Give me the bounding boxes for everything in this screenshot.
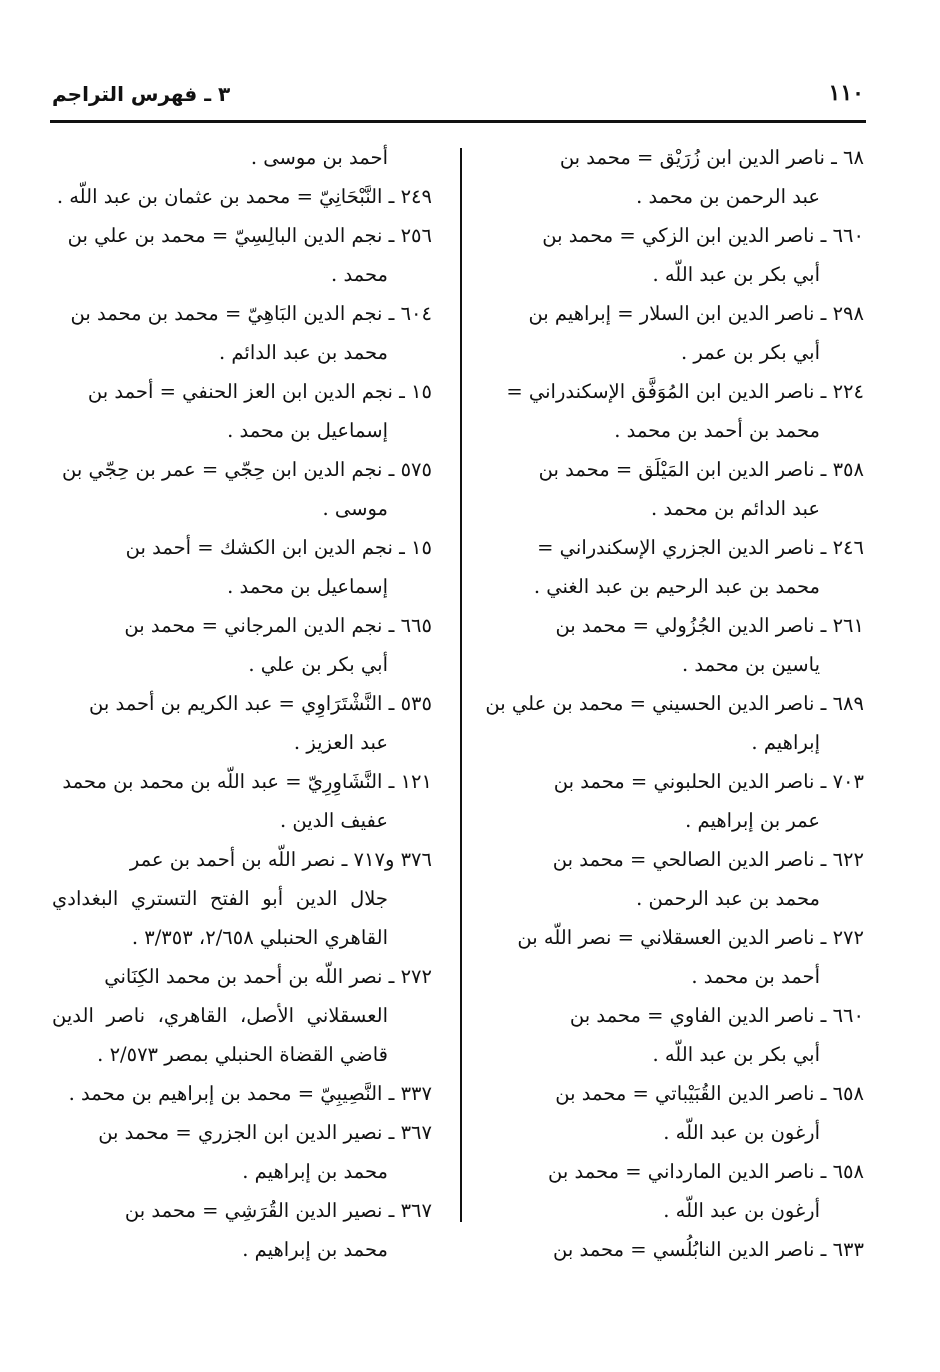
entry-heading: ٣٦٧ ـ نصير الدين القُرَشِي = محمد بن — [124, 1199, 432, 1222]
index-entry — [484, 996, 864, 1074]
entry-continuation: ياسين بن محمد . — [681, 653, 820, 676]
entry-continuation: جلال الدين أبو الفتح التستري البغدادي القاهري الحنبلي ٢/٦٥٨، ٣/٣٥٣ . — [52, 887, 388, 949]
entry-continuation: إبراهيم . — [751, 731, 820, 754]
entry-continuation: محمد بن عبد الدائم . — [219, 341, 388, 364]
entry-continuation: عمر بن إبراهيم . — [685, 809, 820, 832]
entry-continuation: أبي بكر بن عبد اللّه . — [652, 263, 820, 286]
entry-continuation: أبي بكر بن عبد اللّه . — [652, 1043, 820, 1066]
index-entry — [484, 762, 864, 840]
entry-continuation: أحمد بن محمد . — [691, 965, 820, 988]
entry-heading: ٢٥٦ ـ نجم الدين البالِسِيّ = محمد بن علي بن — [67, 224, 432, 247]
entry-heading: ٣٦٧ ـ نصير الدين ابن الجزري = محمد بن — [98, 1121, 432, 1144]
entry-heading: ٢٤٦ ـ ناصر الدين الجزري الإسكندراني = — [537, 536, 864, 559]
entry-continuation: أرغون بن عبد اللّه . — [663, 1121, 820, 1144]
entry-continuation: أحمد بن موسى . — [250, 146, 388, 169]
right-column — [484, 138, 864, 1269]
index-entry — [52, 840, 432, 957]
entry-continuation: عفيف الدين . — [279, 809, 388, 832]
index-entry — [52, 372, 432, 450]
index-entry — [52, 957, 432, 1074]
entry-heading: ٥٧٥ ـ نجم الدين ابن حِجّي = عمر بن حِجّي بن — [61, 458, 432, 481]
index-entry — [52, 762, 432, 840]
entry-heading: ٧٠٣ ـ ناصر الدين الحلبوني = محمد بن — [553, 770, 864, 793]
index-entry — [484, 216, 864, 294]
entry-heading: ٢٦١ ـ ناصر الدين الجُزُولي = محمد بن — [555, 614, 864, 637]
entry-heading: ٦٦٥ ـ نجم الدين المرجاني = محمد بن — [124, 614, 432, 637]
index-entry — [484, 1230, 864, 1269]
entry-continuation: عبد العزيز . — [293, 731, 388, 754]
entry-continuation: إسماعيل بن محمد . — [227, 575, 388, 598]
entry-heading: ٦٦٠ ـ ناصر الدين الفاوي = محمد بن — [569, 1004, 864, 1027]
entry-continuation: إسماعيل بن محمد . — [227, 419, 388, 442]
page-header — [52, 80, 864, 114]
index-entry — [484, 294, 864, 372]
index-entry — [52, 177, 432, 216]
index-entry — [52, 528, 432, 606]
entry-continuation: محمد بن إبراهيم . — [242, 1160, 388, 1183]
left-column — [52, 138, 432, 1269]
entry-heading: ٦٨ ـ ناصر الدين ابن زُرَيْق = محمد بن — [559, 146, 864, 169]
entry-continuation: محمد بن عبد الرحيم بن عبد الغني . — [533, 575, 820, 598]
index-entry — [484, 450, 864, 528]
entry-heading: ٥٣٥ ـ النَّشْتَرَاوِي = عبد الكريم بن أحمد بن — [88, 692, 432, 715]
column-divider — [460, 148, 462, 1222]
entry-continuation: محمد بن إبراهيم . — [242, 1238, 388, 1261]
entry-heading: ٦٠٤ ـ نجم الدين البَاهِيّ = محمد بن محمد بن — [70, 302, 432, 325]
entry-continuation: موسى . — [322, 497, 388, 520]
entry-continuation: أبي بكر بن عمر . — [681, 341, 820, 364]
index-entry — [484, 840, 864, 918]
entry-heading: ٢٤٩ ـ النَّبْحَانِيّ = محمد بن عثمان بن عبد اللّه . — [56, 185, 432, 208]
index-entry — [52, 1074, 432, 1113]
entry-heading: ١٢١ ـ النَّشَاوِرِيّ = عبد اللّه بن محمد بن محمد — [62, 770, 432, 793]
entry-heading: ٦٦٠ ـ ناصر الدين ابن الزكي = محمد بن — [542, 224, 864, 247]
entry-continuation: عبد الرحمن بن محمد . — [636, 185, 820, 208]
index-entry — [52, 138, 432, 177]
index-entry — [484, 918, 864, 996]
entry-continuation: محمد بن عبد الرحمن . — [636, 887, 820, 910]
index-entry — [484, 1152, 864, 1230]
entry-heading: ٣٥٨ ـ ناصر الدين ابن المَيْلَق = محمد بن — [538, 458, 864, 481]
entry-continuation: محمد . — [331, 263, 388, 286]
entry-heading: ٦٣٣ ـ ناصر الدين النابُلُسي = محمد بن — [553, 1238, 864, 1261]
entry-heading: ٦٥٨ ـ ناصر الدين القُبَيْباتي = محمد بن — [555, 1082, 864, 1105]
header-rule — [50, 120, 866, 123]
index-entry — [52, 684, 432, 762]
entry-heading: ١٥ ـ نجم الدين ابن العز الحنفي = أحمد بن — [87, 380, 432, 403]
entry-heading: ٣٧٦ و٧١٧ ـ نصر اللّه بن أحمد بن عمر — [129, 848, 432, 871]
index-entry — [484, 372, 864, 450]
page-number: ١١٠ — [828, 80, 864, 106]
entry-continuation: أبي بكر بن علي . — [248, 653, 388, 676]
index-entry — [484, 1074, 864, 1152]
entry-heading: ٦٥٨ ـ ناصر الدين المارداني = محمد بن — [548, 1160, 864, 1183]
section-title: ٣ ـ فهرس التراجم — [52, 82, 231, 106]
entry-heading: ١٥ ـ نجم الدين ابن الكشك = أحمد بن — [125, 536, 432, 559]
entry-heading: ٢٧٢ ـ ناصر الدين العسقلاني = نصر اللّه بن — [517, 926, 864, 949]
entry-heading: ٦٢٢ ـ ناصر الدين الصالحي = محمد بن — [552, 848, 864, 871]
index-entry — [52, 1191, 432, 1269]
index-entry — [52, 1113, 432, 1191]
entry-continuation: محمد بن أحمد بن محمد . — [614, 419, 820, 442]
entry-heading: ٣٣٧ ـ النَّصِيبِيّ = محمد بن إبراهيم بن محمد . — [68, 1082, 432, 1105]
index-entry — [52, 606, 432, 684]
entry-continuation: عبد الدائم بن محمد . — [651, 497, 820, 520]
entry-heading: ٢٩٨ ـ ناصر الدين ابن السلار = إبراهيم بن — [528, 302, 864, 325]
entry-continuation: العسقلاني الأصل، القاهري، ناصر الدين قاضي القضاة الحنبلي بمصر ٢/٥٧٣ . — [52, 1004, 388, 1066]
entry-heading: ٦٨٩ ـ ناصر الدين الحسيني = محمد بن علي بن — [485, 692, 864, 715]
index-entry — [484, 138, 864, 216]
entry-heading: ٢٧٢ ـ نصر اللّه بن أحمد بن محمد الكِنَاني — [104, 965, 432, 988]
index-entry — [484, 606, 864, 684]
index-entry — [52, 216, 432, 294]
index-entry — [484, 684, 864, 762]
index-entry — [484, 528, 864, 606]
index-entry — [52, 450, 432, 528]
entry-heading: ٢٢٤ ـ ناصر الدين ابن المُوَفَّق الإسكندراني = — [506, 380, 864, 403]
entry-continuation: أرغون بن عبد اللّه . — [663, 1199, 820, 1222]
index-entry — [52, 294, 432, 372]
